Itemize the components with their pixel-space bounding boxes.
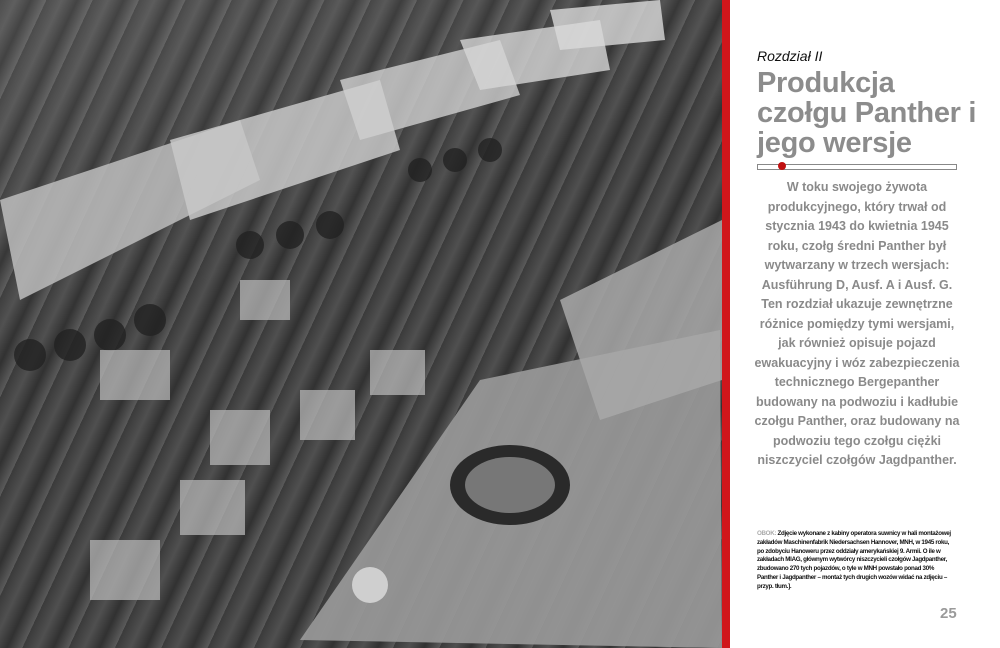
chapter-title: Produkcja czołgu Panther i jego wersje (757, 67, 977, 159)
page-number: 25 (940, 605, 957, 622)
red-accent-bar (722, 0, 730, 648)
intro-paragraph: W toku swojego żywota produkcyjnego, który trwał od stycznia 1943 do kwietnia 1945 roku, czołg średni Panther był wytwarzany w trzech wersjach: Ausführung D, Ausf. A i Ausf. G. Ten rozdział ukazuje zewnętrzne różnice pomiędzy tymi wersjami, jak również opisuje pojazd ewakuacyjny i wóz zabezpieczenia technicznego Bergepanther budowany na podwoziu i kadłubie czołgu Panther, oraz budowany na podwoziu tego czołgu ciężki niszczyciel czołgów Jagdpanther. (754, 180, 960, 467)
caption-label: OBOK: (757, 530, 777, 537)
photo-caption (757, 530, 952, 592)
red-dot-icon (778, 162, 786, 170)
chapter-label: Rozdział II (757, 48, 823, 64)
caption-text: Zdjęcie wykonane z kabiny operatora suwnicy w hali montażowej zakładów Maschinenfabrik Niedersachsen Hannover, MNH, w 1945 roku, po zdobyciu Hanoweru przez oddziały amerykańskiej 9. Armii. O ile w zakładach MIAG, głównym wytwórcy niszczycieli czołgów Jagdpanther, zbudowano 270 tych pojazdów, o tyle w MNH powstało ponad 30% Panther i Jagdpanther – montaż tych drugich wozów widać na zdjęciu – przyp. tłum.]. (757, 530, 951, 590)
title-divider (757, 164, 957, 170)
